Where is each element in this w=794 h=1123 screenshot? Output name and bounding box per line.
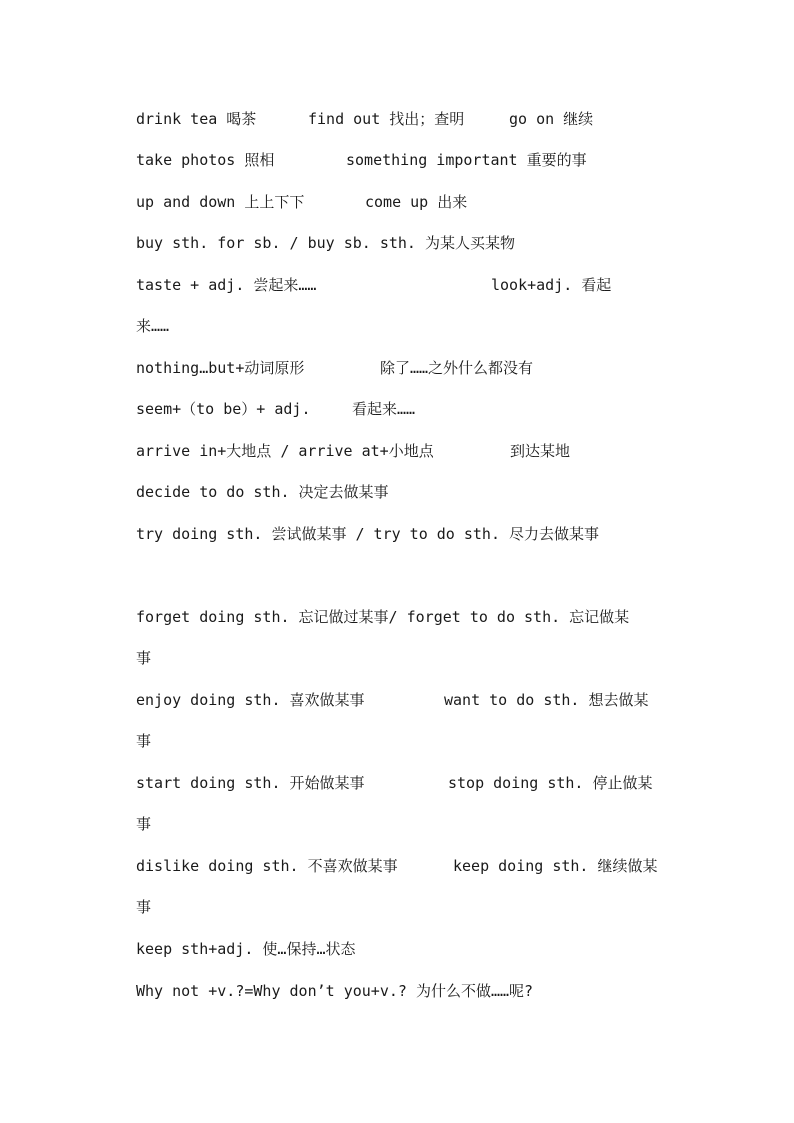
phrase: 事 [136, 898, 152, 916]
phrase: seem+（to be）+ adj. [136, 400, 311, 418]
phrase: buy sth. for sb. / buy sb. sth. 为某人买某物 [136, 234, 515, 252]
phrase: taste + adj. 尝起来…… [136, 276, 317, 294]
phrase: start doing sth. 开始做某事 [136, 774, 365, 792]
phrase: 看起来…… [352, 400, 416, 418]
phrase: 事 [136, 732, 152, 750]
phrase: 来…… [136, 317, 170, 335]
phrase: up and down 上上下下 [136, 193, 305, 211]
phrase: keep doing sth. 继续做某 [453, 857, 658, 875]
phrase: go on 继续 [509, 110, 594, 128]
phrase: nothing…but+动词原形 [136, 359, 305, 377]
phrase: 事 [136, 649, 152, 667]
phrase: keep sth+adj. 使…保持…状态 [136, 940, 356, 958]
phrase: find out 找出；查明 [308, 110, 465, 128]
phrase: something important 重要的事 [346, 151, 587, 169]
phrase: 事 [136, 815, 152, 833]
phrase: 除了……之外什么都没有 [380, 359, 534, 377]
phrase: come up 出来 [365, 193, 468, 211]
phrase: forget doing sth. 忘记做过某事/ forget to do sth. 忘记做某 [136, 608, 630, 626]
phrase: take photos 照相 [136, 151, 275, 169]
phrase: enjoy doing sth. 喜欢做某事 [136, 691, 365, 709]
phrase: stop doing sth. 停止做某 [448, 774, 653, 792]
phrase: want to do sth. 想去做某 [444, 691, 649, 709]
phrase: arrive in+大地点 / arrive at+小地点 [136, 442, 434, 460]
phrase: look+adj. 看起 [491, 276, 612, 294]
phrase: 到达某地 [510, 442, 571, 460]
phrase: decide to do sth. 决定去做某事 [136, 483, 389, 501]
phrase: Why not +v.?=Why don’t you+v.? 为什么不做……呢? [136, 982, 534, 1000]
phrase: dislike doing sth. 不喜欢做某事 [136, 857, 398, 875]
phrase: try doing sth. 尝试做某事 / try to do sth. 尽力去做某事 [136, 525, 600, 543]
phrase: drink tea 喝茶 [136, 110, 257, 128]
